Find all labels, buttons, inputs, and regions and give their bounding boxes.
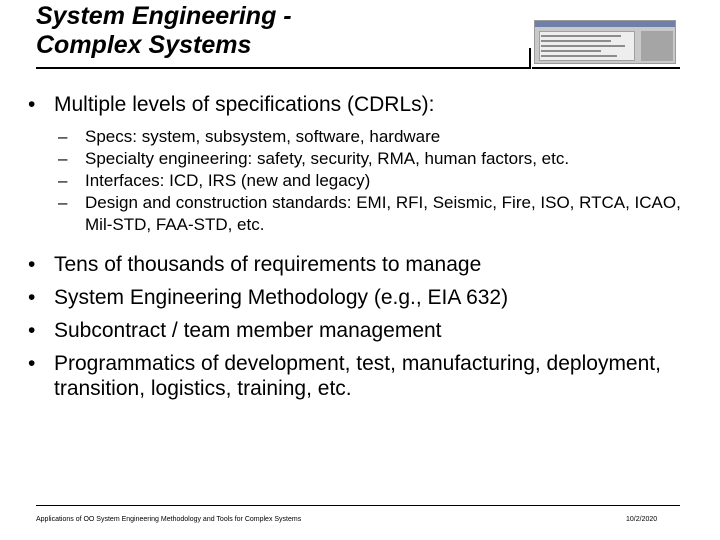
bullet-item: [28, 351, 708, 401]
bullet-item: [28, 285, 708, 310]
thumbnail-text-row: [541, 45, 625, 47]
sub-bullet-item: [28, 192, 708, 236]
bullet-icon: •: [28, 352, 36, 375]
dash-icon: –: [58, 193, 68, 212]
bullet-text: Multiple levels of specifications (CDRLs):: [54, 93, 435, 116]
dash-icon: –: [58, 149, 68, 168]
bullet-icon: •: [28, 93, 36, 116]
thumbnail-text-row: [541, 50, 601, 52]
footer-rule: [36, 505, 680, 506]
thumbnail-text-row: [541, 55, 617, 57]
bullet-item: [28, 318, 708, 343]
title-underline-right: [532, 67, 680, 69]
dash-icon: –: [58, 127, 68, 146]
thumbnail-text-row: [541, 35, 621, 37]
sub-bullet-text: Specialty engineering: safety, security, RMA, human factors, etc.: [85, 149, 570, 168]
thumbnail-text-row: [541, 40, 611, 42]
application-screenshot-thumbnail: [534, 20, 676, 64]
title-line-2: Complex Systems: [36, 31, 252, 59]
slide-title: [36, 2, 516, 60]
title-underline: [36, 67, 530, 69]
bullet-text: Subcontract / team member management: [54, 319, 442, 342]
bullet-text: System Engineering Methodology (e.g., EIA 632): [54, 286, 509, 309]
bullet-list: [28, 92, 708, 401]
title-rule-tick: [529, 48, 531, 69]
thumbnail-side-panel: [641, 31, 673, 61]
bullet-text: Tens of thousands of requirements to manage: [54, 253, 482, 276]
sub-bullet-text: Interfaces: ICD, IRS (new and legacy): [85, 171, 371, 190]
bullet-icon: •: [28, 253, 36, 276]
bullet-item: [28, 252, 708, 277]
bullet-text: Programmatics of development, test, manufacturing, deployment, transition, logistics, training, etc.: [54, 352, 661, 400]
sub-bullet-text: Design and construction standards: EMI, RFI, Seismic, Fire, ISO, RTCA, ICAO, Mil-STD, FAA-STD, etc.: [85, 193, 681, 234]
sub-bullet-item: [28, 148, 708, 170]
sub-bullet-item: [28, 126, 708, 148]
thumbnail-window-titlebar: [535, 21, 675, 27]
sub-bullet-item: [28, 170, 708, 192]
footer-date: 10/2/2020: [626, 516, 658, 523]
sub-bullet-text: Specs: system, subsystem, software, hardware: [85, 127, 441, 146]
dash-icon: –: [58, 171, 68, 190]
bullet-icon: •: [28, 319, 36, 342]
title-line-1: System Engineering -: [36, 2, 292, 30]
bullet-item: [28, 92, 708, 117]
footer-title: Applications of OO System Engineering Methodology and Tools for Complex Systems: [36, 516, 302, 523]
bullet-icon: •: [28, 286, 36, 309]
